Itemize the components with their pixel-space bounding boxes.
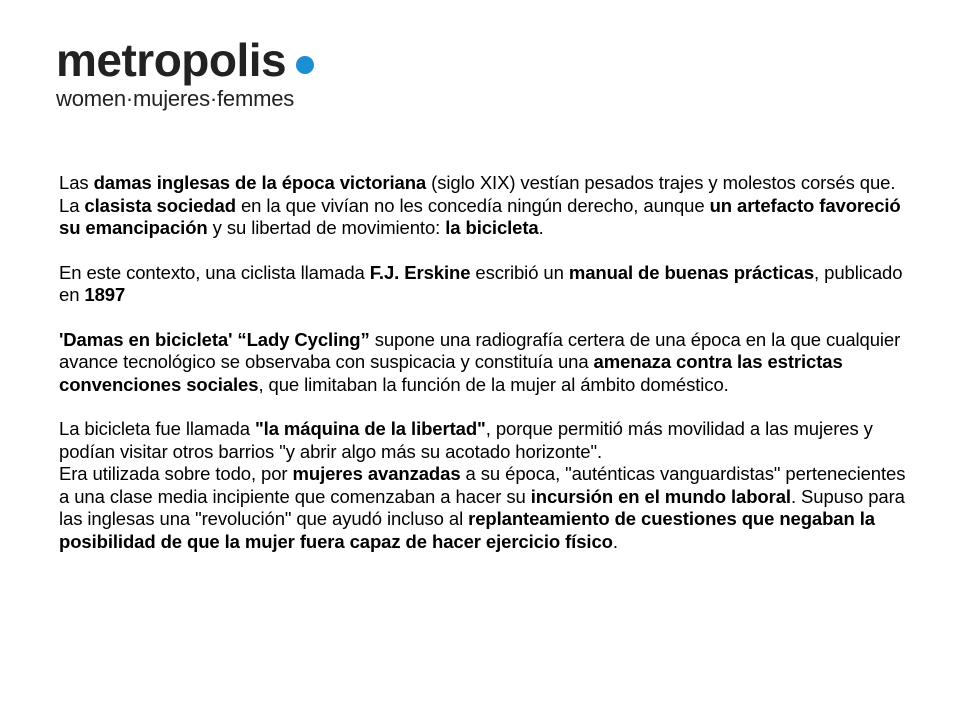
bold-segment: replanteamiento de cuestiones que negaban la posibilidad de que la mujer fuera capaz de hacer ejercicio físico bbox=[59, 508, 875, 552]
logo-wordmark: metropolis bbox=[56, 34, 287, 86]
bold-segment: amenaza contra las estrictas convenciones sociales bbox=[59, 351, 843, 395]
bold-segment: un artefacto favoreció su emancipación bbox=[59, 194, 901, 238]
paragraph-spacer bbox=[59, 307, 919, 329]
paragraph-advanced-women bbox=[59, 463, 919, 553]
text-segment: En este contexto, una ciclista llamada bbox=[59, 261, 370, 283]
text-segment: escribió un bbox=[470, 261, 569, 283]
bold-segment: damas inglesas de la época victoriana bbox=[93, 172, 427, 193]
text-segment: Era utilizada sobre todo, por bbox=[59, 463, 293, 484]
bold-segment: incursión en el mundo laboral bbox=[530, 485, 791, 507]
text-segment: a su época, "auténticas vanguardistas" pertenecientes a una clase media incipiente que comenzaban a hacer su bbox=[59, 463, 906, 507]
text-segment: y su libertad de movimiento: bbox=[207, 217, 446, 238]
paragraph-spacer bbox=[59, 240, 919, 262]
text-segment: La bicicleta fue llamada bbox=[59, 418, 255, 439]
text-segment: , que limitaban la función de la mujer al ámbito doméstico. bbox=[258, 373, 729, 395]
paragraph-freedom-machine bbox=[59, 418, 919, 463]
bold-segment: clasista sociedad bbox=[84, 194, 236, 216]
text-segment: . bbox=[538, 217, 544, 238]
bold-segment: 1897 bbox=[84, 284, 126, 305]
paragraph-lady-cycling bbox=[59, 329, 919, 397]
paragraph-spacer bbox=[59, 396, 919, 418]
bold-segment: mujeres avanzadas bbox=[292, 463, 461, 484]
text-segment: en la que vivían no les concedía ningún derecho, aunque bbox=[235, 194, 710, 216]
text-segment: (siglo XIX) vestían pesados trajes y molestos corsés que. La bbox=[59, 172, 896, 216]
bold-segment: manual de buenas prácticas bbox=[568, 261, 815, 283]
text-segment: . Supuso para las inglesas una "revolución" que ayudó incluso al bbox=[59, 485, 905, 529]
bold-segment: 'Damas en bicicleta' “Lady Cycling” bbox=[59, 328, 370, 350]
text-segment: Las bbox=[59, 172, 94, 193]
text-segment: supone una radiografía certera de una época en la que cualquier avance tecnológico se observaba con suspicacia y constituía una bbox=[59, 328, 901, 372]
logo-dot-icon bbox=[296, 56, 314, 74]
metropolis-logo bbox=[56, 34, 314, 112]
paragraph-victorian-ladies bbox=[59, 172, 919, 240]
bold-segment: F.J. Erskine bbox=[369, 261, 471, 283]
article-body bbox=[59, 172, 919, 553]
text-segment: . bbox=[612, 530, 618, 552]
logo-tagline: women·mujeres·femmes bbox=[56, 86, 295, 111]
bold-segment: la bicicleta bbox=[445, 217, 539, 238]
bold-segment: "la máquina de la libertad" bbox=[254, 418, 486, 439]
paragraph-erskine-manual bbox=[59, 262, 919, 307]
text-segment: , porque permitió más movilidad a las mujeres y podían visitar otros barrios "y abrir algo más su acotado horizonte". bbox=[59, 418, 873, 462]
text-segment: , publicado en bbox=[59, 261, 903, 305]
